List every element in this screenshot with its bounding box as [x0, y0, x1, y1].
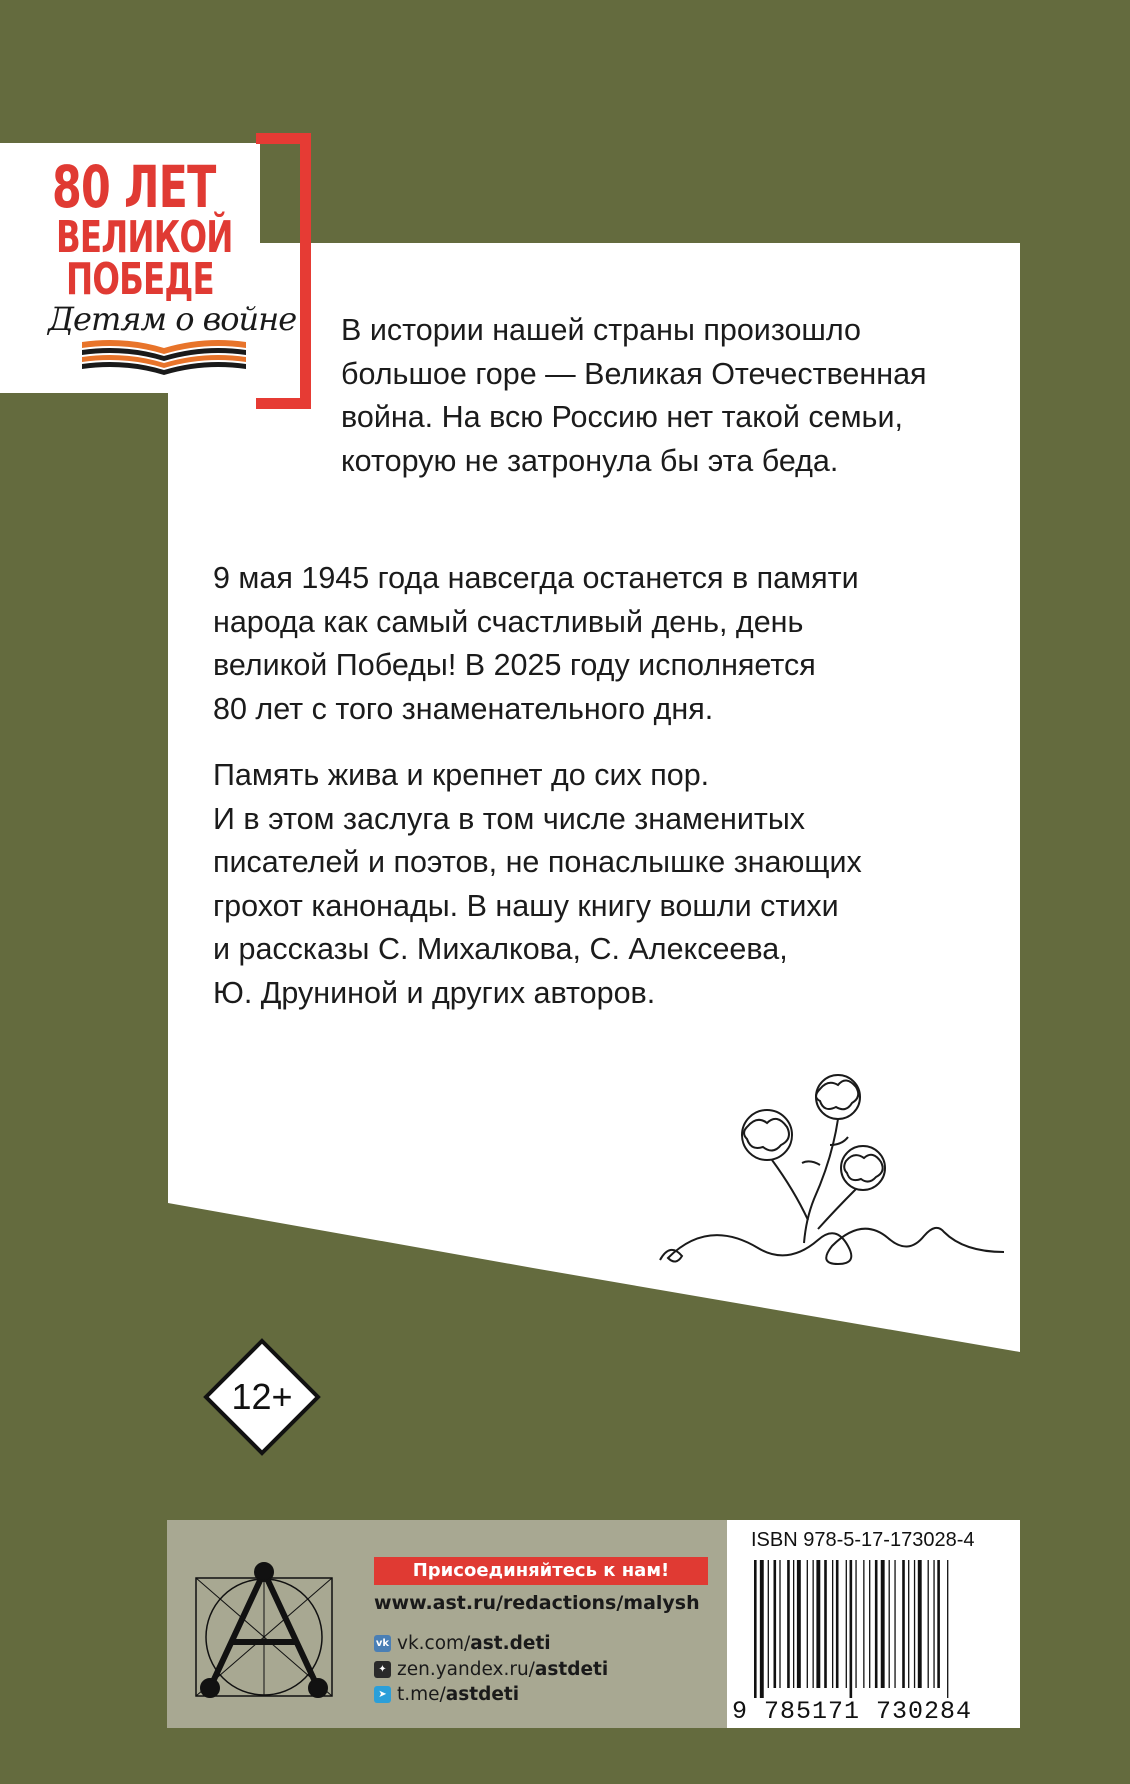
telegram-icon: ➤ [374, 1686, 391, 1703]
badge-bracket [256, 133, 311, 409]
social-link-vk[interactable]: vk vk.com/ ast.deti [375, 1633, 551, 1654]
paragraph-memory: Память жива и крепнет до сих пор. И в этом заслуга в том числе знаменитых писателей и поэтов, не понаслышке знающих грохот канонады. В нашу книгу вошли стихи и рассказы С. Михалкова, С. Алексеева, Ю. Друниной и других авторов. [213, 758, 862, 1010]
vk-icon: vk [374, 1635, 391, 1652]
social-link-zen[interactable]: ✦ zen.yandex.ru/ astdeti [374, 1659, 608, 1680]
paragraph-victory: 9 мая 1945 года навсегда останется в памяти народа как самый счастливый день, день великой Победы! В 2025 году исполняется 80 лет с того знаменательного дня. [213, 561, 859, 726]
isbn-label: ISBN 978-5-17-173028-4 [751, 1529, 975, 1551]
join-us-label: Присоединяйтесь к нам! [374, 1557, 708, 1585]
barcode-digits: 9 785171 730284 [732, 1697, 973, 1726]
badge-title-line2: ВЕЛИКОЙ [56, 212, 233, 263]
website-link[interactable]: www.ast.ru/redactions/malysh [374, 1592, 700, 1614]
badge-title-line1: 80 ЛЕТ [52, 153, 216, 221]
book-ribbon-icon [78, 338, 250, 378]
publisher-logo-icon [194, 1558, 334, 1698]
barcode [752, 1560, 1000, 1698]
badge-script: Детям о войне [48, 300, 297, 338]
social-link-telegram[interactable]: ➤ t.me/ astdeti [374, 1684, 519, 1705]
badge-title-line3: ПОБЕДЕ [66, 254, 214, 305]
paragraph-intro: В истории нашей страны произошло большое горе — Великая Отечественная война. На всю Россию нет такой семьи, которую не затронула бы эта беда. [341, 313, 927, 478]
zen-icon: ✦ [374, 1661, 391, 1678]
age-rating-label: 12+ [231, 1376, 293, 1417]
carnation-illustration [620, 1065, 1030, 1265]
